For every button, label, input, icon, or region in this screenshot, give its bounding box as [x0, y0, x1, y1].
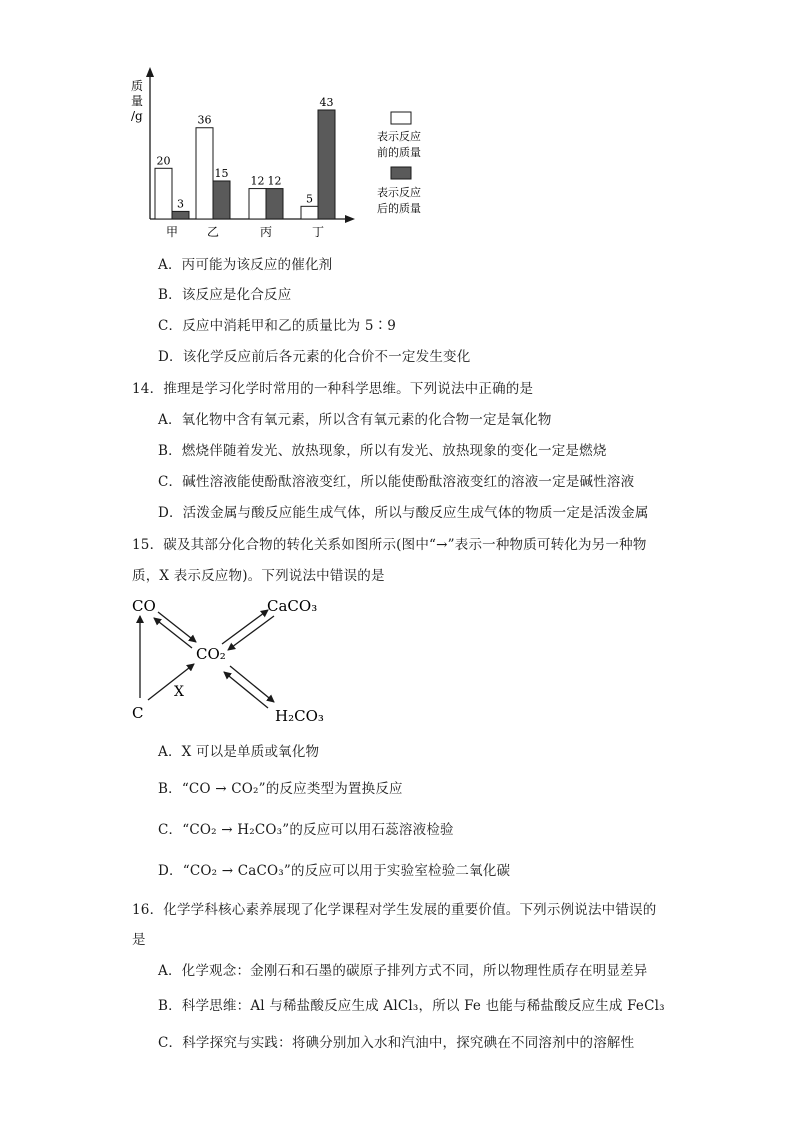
q16-option-a: A．化学观念：金刚石和石墨的碳原子排列方式不同，所以物理性质存在明显差异: [158, 963, 648, 979]
q16-stem-line2: 是: [132, 932, 146, 948]
y-axis-arrow: [146, 67, 154, 77]
category-label: 丁: [311, 225, 325, 239]
q13-option-d: D．该化学反应前后各元素的化合价不一定发生变化: [158, 349, 471, 365]
x-axis-arrow: [345, 215, 355, 223]
y-axis-label-part: /g: [131, 109, 143, 123]
bar: [196, 128, 213, 219]
q15-option-c: C．“CO₂ → H₂CO₃”的反应可以用石蕊溶液检验: [158, 822, 454, 838]
label-x: X: [174, 684, 184, 700]
legend-swatch-after: [391, 167, 411, 179]
q13-option-b: B．该反应是化合反应: [158, 287, 292, 303]
arrow-co2-to-h2co3: [230, 666, 274, 702]
bar-value-label: 43: [319, 96, 334, 109]
label-c: C: [132, 704, 144, 722]
q16-option-b: B．科学思维：Al 与稀盐酸反应生成 AlCl₃，所以 Fe 也能与稀盐酸反应生成 FeCl₃: [158, 998, 665, 1014]
q15-stem-line2: 质，X 表示反应物)。下列说法中错误的是: [132, 568, 385, 584]
q15-stem-line1: 15．碳及其部分化合物的转化关系如图所示(图中“→”表示一种物质可转化为另一种物: [132, 537, 647, 553]
bar: [318, 110, 335, 219]
legend-swatch-before: [391, 112, 411, 124]
q15-option-a: A．X 可以是单质或氧化物: [158, 744, 320, 760]
bar: [213, 181, 230, 219]
legend-label-before: 前的质量: [377, 146, 421, 159]
arrow-c-to-co2: [148, 664, 194, 700]
y-axis-label-part: 质: [131, 79, 144, 93]
bar: [249, 189, 266, 219]
bar: [301, 206, 318, 219]
category-label: 甲: [165, 225, 179, 239]
q15-option-d: D．“CO₂ → CaCO₃”的反应可以用于实验室检验二氧化碳: [158, 863, 511, 879]
bar-value-label: 20: [156, 154, 171, 168]
bar: [266, 189, 283, 219]
q14-option-d: D．活泼金属与酸反应能生成气体，所以与酸反应生成气体的物质一定是活泼金属: [158, 505, 649, 521]
arrow-co-to-co2: [158, 612, 196, 642]
legend-label-after: 表示反应: [377, 186, 421, 199]
bar-value-label: 36: [197, 113, 212, 127]
bar-value-label: 15: [214, 166, 229, 180]
label-co: CO: [132, 597, 156, 615]
category-label: 乙: [206, 225, 220, 239]
legend-label-before: 表示反应: [377, 130, 421, 143]
mass-bar-chart: [125, 62, 445, 242]
bar-value-label: 3: [177, 197, 184, 211]
arrow-co2-to-co: [154, 618, 192, 648]
arrow-co2-to-caco3: [222, 610, 268, 644]
legend-label-after: 后的质量: [377, 202, 421, 215]
carbon-transformation-diagram: [128, 592, 348, 732]
category-label: 丙: [259, 225, 273, 239]
label-caco3: CaCO₃: [267, 597, 318, 615]
q15-option-b: B．“CO → CO₂”的反应类型为置换反应: [158, 781, 403, 797]
q13-option-a: A．丙可能为该反应的催化剂: [158, 257, 333, 273]
q13-option-c: C．反应中消耗甲和乙的质量比为 5∶9: [158, 318, 397, 334]
bar: [155, 168, 172, 219]
arrow-caco3-to-co2: [228, 616, 274, 650]
q14-option-b: B．燃烧伴随着发光、放热现象，所以有发光、放热现象的变化一定是燃烧: [158, 443, 607, 459]
y-axis-label-part: 量: [131, 94, 144, 108]
q14-option-a: A．氧化物中含有氧元素，所以含有氧元素的化合物一定是氧化物: [158, 412, 552, 428]
q14-option-c: C．碱性溶液能使酚酞溶液变红，所以能使酚酞溶液变红的溶液一定是碱性溶液: [158, 474, 635, 490]
q14-stem: 14．推理是学习化学时常用的一种科学思维。下列说法中正确的是: [132, 381, 534, 397]
bar-value-label: 12: [250, 174, 265, 188]
label-co2: CO₂: [196, 645, 226, 663]
label-h2co3: H₂CO₃: [275, 707, 324, 725]
bar: [172, 211, 189, 219]
q16-option-c: C．科学探究与实践：将碘分别加入水和汽油中，探究碘在不同溶剂中的溶解性: [158, 1035, 635, 1051]
arrow-h2co3-to-co2: [224, 672, 268, 708]
bar-value-label: 12: [267, 174, 282, 188]
bar-value-label: 5: [306, 192, 313, 206]
q16-stem-line1: 16．化学学科核心素养展现了化学课程对学生发展的重要价值。下列示例说法中错误的: [132, 902, 657, 918]
